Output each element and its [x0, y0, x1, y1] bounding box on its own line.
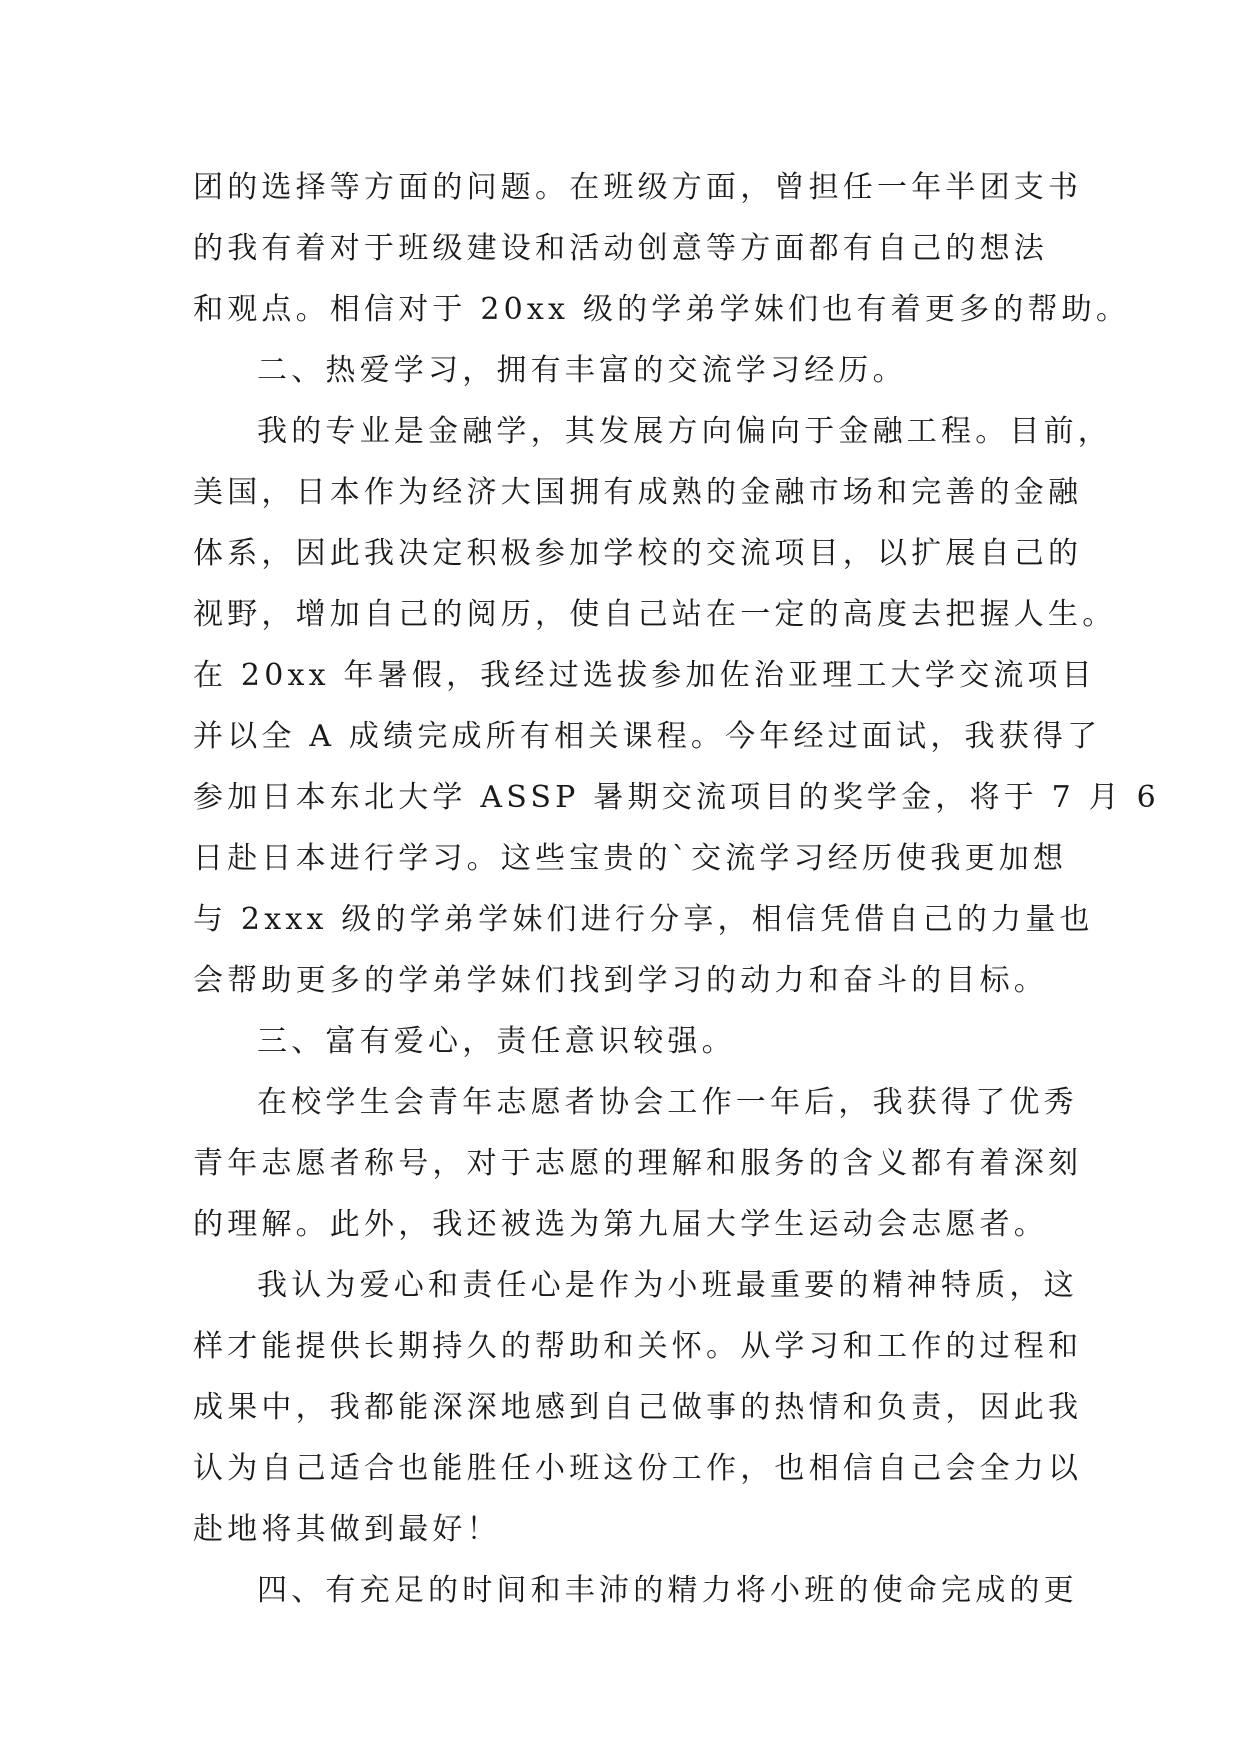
text-line: 与 2xxx 级的学弟学妹们进行分享，相信凭借自己的力量也 [193, 902, 1094, 937]
section-heading-4: 四、有充足的时间和丰沛的精力将小班的使命完成的更 [257, 1573, 1078, 1608]
text-line: 成果中，我都能深深地感到自己做事的热情和负责，因此我 [193, 1390, 1083, 1425]
text-line: 赴地将其做到最好！ [193, 1512, 501, 1547]
text-line: 参加日本东北大学 ASSP 暑期交流项目的奖学金，将于 7 月 6 [193, 780, 1160, 815]
text-line: 认为自己适合也能胜任小班这份工作，也相信自己会全力以 [193, 1451, 1083, 1486]
text-line: 日赴日本进行学习。这些宝贵的`交流学习经历使我更加想 [193, 841, 1068, 876]
section-heading-3: 三、富有爱心，责任意识较强。 [257, 1024, 736, 1059]
text-line: 美国，日本作为经济大国拥有成熟的金融市场和完善的金融 [193, 475, 1083, 510]
text-line: 视野，增加自己的阅历，使自己站在一定的高度去把握人生。 [193, 597, 1117, 632]
text-line: 的我有着对于班级建设和活动创意等方面都有自己的想法 [193, 231, 1048, 266]
text-line: 样才能提供长期持久的帮助和关怀。从学习和工作的过程和 [193, 1329, 1083, 1364]
text-line: 会帮助更多的学弟学妹们找到学习的动力和奋斗的目标。 [193, 963, 1048, 998]
text-line: 并以全 A 成绩完成所有相关课程。今年经过面试，我获得了 [193, 719, 1102, 754]
text-line: 体系，因此我决定积极参加学校的交流项目，以扩展自己的 [193, 536, 1083, 571]
text-line: 青年志愿者称号，对于志愿的理解和服务的含义都有着深刻 [193, 1146, 1083, 1181]
document-body [193, 168, 1160, 1632]
text-line: 在校学生会青年志愿者协会工作一年后，我获得了优秀 [257, 1085, 1078, 1120]
section-heading-2: 二、热爱学习，拥有丰富的交流学习经历。 [257, 353, 907, 388]
text-line: 我认为爱心和责任心是作为小班最重要的精神特质，这 [257, 1268, 1078, 1303]
text-line: 的理解。此外，我还被选为第九届大学生运动会志愿者。 [193, 1207, 1048, 1242]
text-line: 和观点。相信对于 20xx 级的学弟学妹们也有着更多的帮助。 [193, 292, 1131, 327]
text-line: 团的选择等方面的问题。在班级方面，曾担任一年半团支书 [193, 170, 1083, 205]
text-line: 在 20xx 年暑假，我经过选拔参加佐治亚理工大学交流项目 [193, 658, 1096, 693]
text-line: 我的专业是金融学，其发展方向偏向于金融工程。目前， [257, 414, 1112, 449]
